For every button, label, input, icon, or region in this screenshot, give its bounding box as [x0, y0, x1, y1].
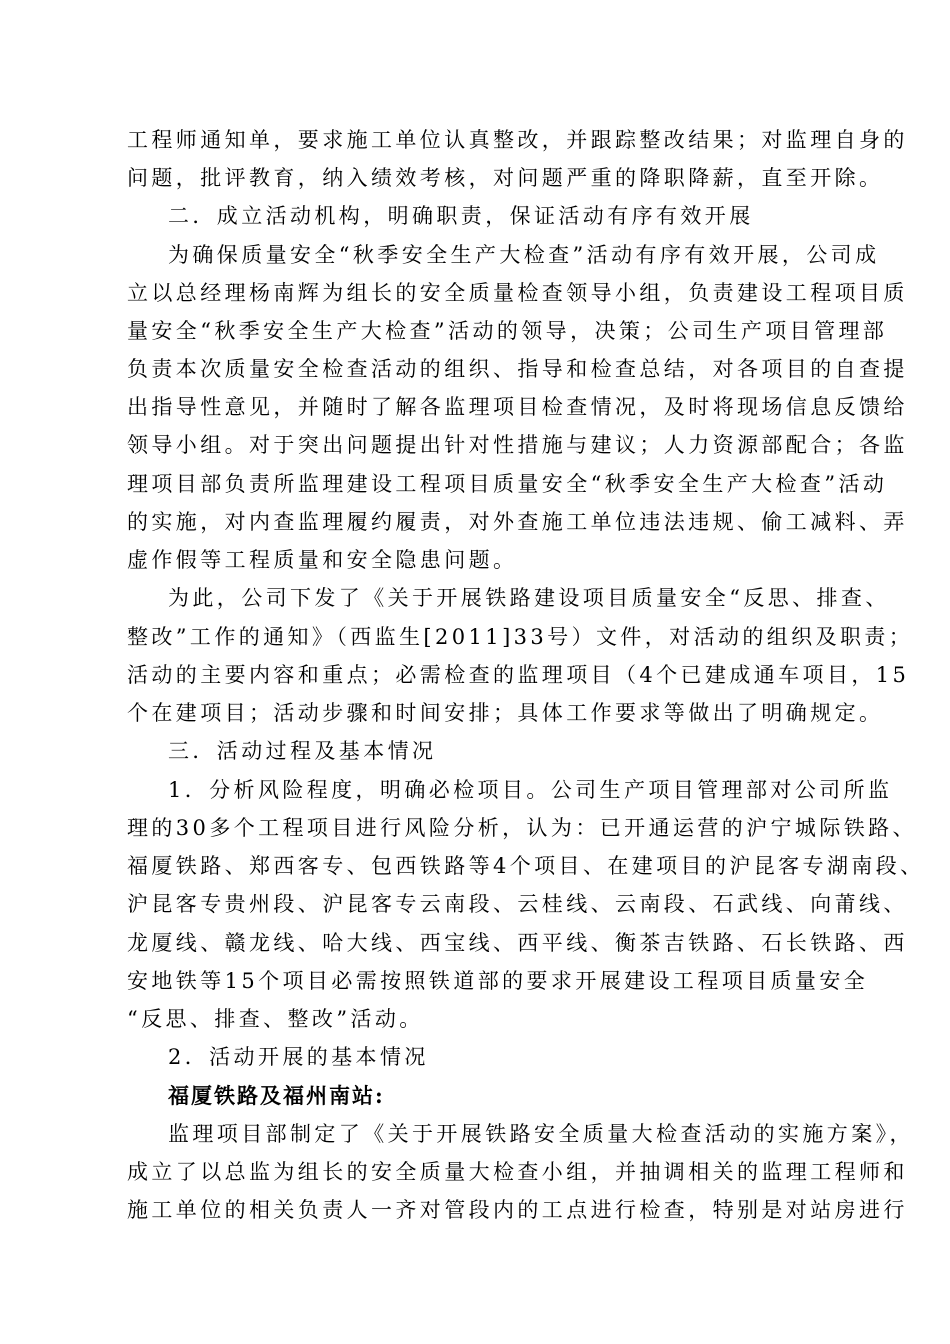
text-line: 为此，公司下发了《关于开展铁路建设项目质量安全“反思、排查、 — [168, 586, 890, 610]
text-line: 理的30多个工程项目进行风险分析，认为：已开通运营的沪宁城际铁路、 — [127, 816, 917, 840]
text-line: 虚作假等工程质量和安全隐患问题。 — [127, 548, 518, 572]
text-line: 问题，批评教育，纳入绩效考核，对问题严重的降职降薪，直至开除。 — [127, 166, 884, 190]
text-line: 个在建项目；活动步骤和时间安排；具体工作要求等做出了明确规定。 — [127, 701, 884, 725]
subsection-heading: 2．活动开展的基本情况 — [168, 1045, 429, 1069]
text-line: 成立了以总监为组长的安全质量大检查小组，并抽调相关的监理工程师和 — [127, 1160, 908, 1184]
text-line: 龙厦线、赣龙线、哈大线、西宝线、西平线、衡茶吉铁路、石长铁路、西 — [127, 931, 908, 955]
text-line: 负责本次质量安全检查活动的组织、指导和检查总结，对各项目的自查提 — [127, 357, 908, 381]
text-line: 活动的主要内容和重点；必需检查的监理项目（4个已建成通车项目，15 — [127, 663, 910, 687]
text-line: 的实施，对内查监理履约履责，对外查施工单位违法违规、偷工减料、弄 — [127, 510, 908, 534]
text-line: 施工单位的相关负责人一齐对管段内的工点进行检查，特别是对站房进行 — [127, 1198, 908, 1222]
text-line: 为确保质量安全“秋季安全生产大检查”活动有序有效开展，公司成 — [168, 243, 880, 267]
text-line: 安地铁等15个项目必需按照铁道部的要求开展建设工程项目质量安全 — [127, 969, 869, 993]
text-line: 沪昆客专贵州段、沪昆客专云南段、云桂线、云南段、石武线、向莆线、 — [127, 892, 908, 916]
section-heading: 三．活动过程及基本情况 — [168, 739, 437, 763]
text-line: 立以总经理杨南辉为组长的安全质量检查领导小组，负责建设工程项目质 — [127, 281, 908, 305]
text-line: 1．分析风险程度，明确必检项目。公司生产项目管理部对公司所监 — [168, 778, 893, 802]
text-line: 理项目部负责所监理建设工程项目质量安全“秋季安全生产大检查”活动 — [127, 472, 888, 496]
section-heading: 二．成立活动机构，明确职责，保证活动有序有效开展 — [168, 204, 754, 228]
bold-heading: 福厦铁路及福州南站: — [168, 1083, 385, 1108]
text-line: 工程师通知单，要求施工单位认真整改，并跟踪整改结果；对监理自身的 — [127, 128, 908, 152]
text-line: 量安全“秋季安全生产大检查”活动的领导，决策；公司生产项目管理部 — [127, 319, 888, 343]
text-line: 出指导性意见，并随时了解各监理项目检查情况，及时将现场信息反馈给 — [127, 395, 908, 419]
text-line: 福厦铁路、郑西客专、包西铁路等4个项目、在建项目的沪昆客专湖南段、 — [127, 854, 925, 878]
text-line: 领导小组。对于突出问题提出针对性措施与建议；人力资源部配合；各监 — [127, 433, 908, 457]
text-line: “反思、排查、整改”活动。 — [127, 1007, 424, 1031]
text-line: 整改”工作的通知》（西监生[2011]33号）文件，对活动的组织及职责； — [127, 625, 914, 649]
text-line: 监理项目部制定了《关于开展铁路安全质量大检查活动的实施方案》， — [168, 1122, 914, 1146]
